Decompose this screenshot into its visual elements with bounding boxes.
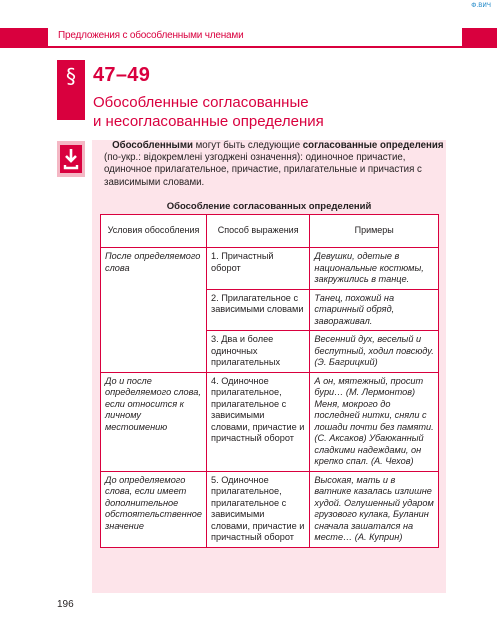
example-cell: Весенний дух, веселый и беспутный, ходил повсюду. (Э. Багрицкий) (310, 331, 439, 373)
running-title: Предложения с обособленными членами (58, 30, 244, 41)
method-cell: 1. Причастный оборот (206, 248, 309, 290)
method-cell: 5. Одиночное прилагательное, прилагательное с зависимыми словами, причастие и причастный оборот (206, 471, 309, 547)
header-accent-block (0, 28, 48, 46)
page-edge-tab (462, 28, 497, 48)
download-arrow-icon (59, 143, 83, 175)
table-header-row (101, 215, 439, 248)
condition-text: До определяемого слова, если имеет дополнительное обстоятельственное значение (105, 474, 202, 531)
intro-term2: согласованные определения (302, 140, 444, 151)
condition-cell (101, 372, 207, 471)
condition-cell (101, 471, 207, 547)
condition-text: До и после определяемого слова, если относится к личному местоимению (105, 375, 201, 432)
table-row (101, 248, 439, 290)
example-cell: Высокая, мать и в ватнике казалась излишне худой. Оглушенный ударом грузового кулака, Буланин сначала зашатался на месте… (А. Куприн) (310, 471, 439, 547)
header-method: Способ выражения (206, 215, 309, 248)
method-cell: 4. Одиночное прилагательное, прилагательное с зависимыми словами, причастие и причастный оборот (206, 372, 309, 471)
table-caption: Обособление согласованных определений (166, 201, 372, 212)
section-title-line1: Обособленные согласованные (93, 94, 309, 111)
table-row (101, 471, 439, 547)
section-number: 47–49 (93, 64, 151, 86)
definitions-table (100, 214, 439, 548)
intro-term: Обособленными (112, 140, 193, 151)
example-cell: А он, мятежный, просит бури… (М. Лермонтов) Меня, мокрого до последней нитки, сняли с лошади почти без памяти. (С. Аксаков) Убаюканный сладкими надеждами, он крепко спал. (А. Чехов) (310, 372, 439, 471)
intro-text1: могут быть следующие (192, 140, 303, 151)
table-row (101, 372, 439, 471)
example-cell: Девушки, одетые в национальные костюмы, закружились в танце. (310, 248, 439, 290)
intro-paragraph (104, 140, 444, 189)
section-title-line2: и несогласованные определения (93, 113, 324, 130)
method-cell: 2. Прилагательное с зависимыми словами (206, 289, 309, 331)
condition-cell (101, 248, 207, 373)
header-conditions: Условия обособления (101, 215, 207, 248)
header-examples: Примеры (310, 215, 439, 248)
page-number: 196 (57, 599, 74, 610)
condition-text: После определяемого слова (105, 251, 201, 273)
publisher-logo: Ф.ВИЧ (471, 2, 491, 9)
intro-text2: (по-укр.: відокремлені узгоджені означення): одиночное причастие, одиночное прилагательное, причастие, прилагательные и причастия с зависимыми словами. (104, 152, 422, 188)
section-sign: § (66, 64, 76, 88)
method-cell: 3. Два и более одиночных прилагательных (206, 331, 309, 373)
example-cell: Танец, похожий на старинный обряд, завораживал. (310, 289, 439, 331)
section-title (93, 93, 413, 131)
